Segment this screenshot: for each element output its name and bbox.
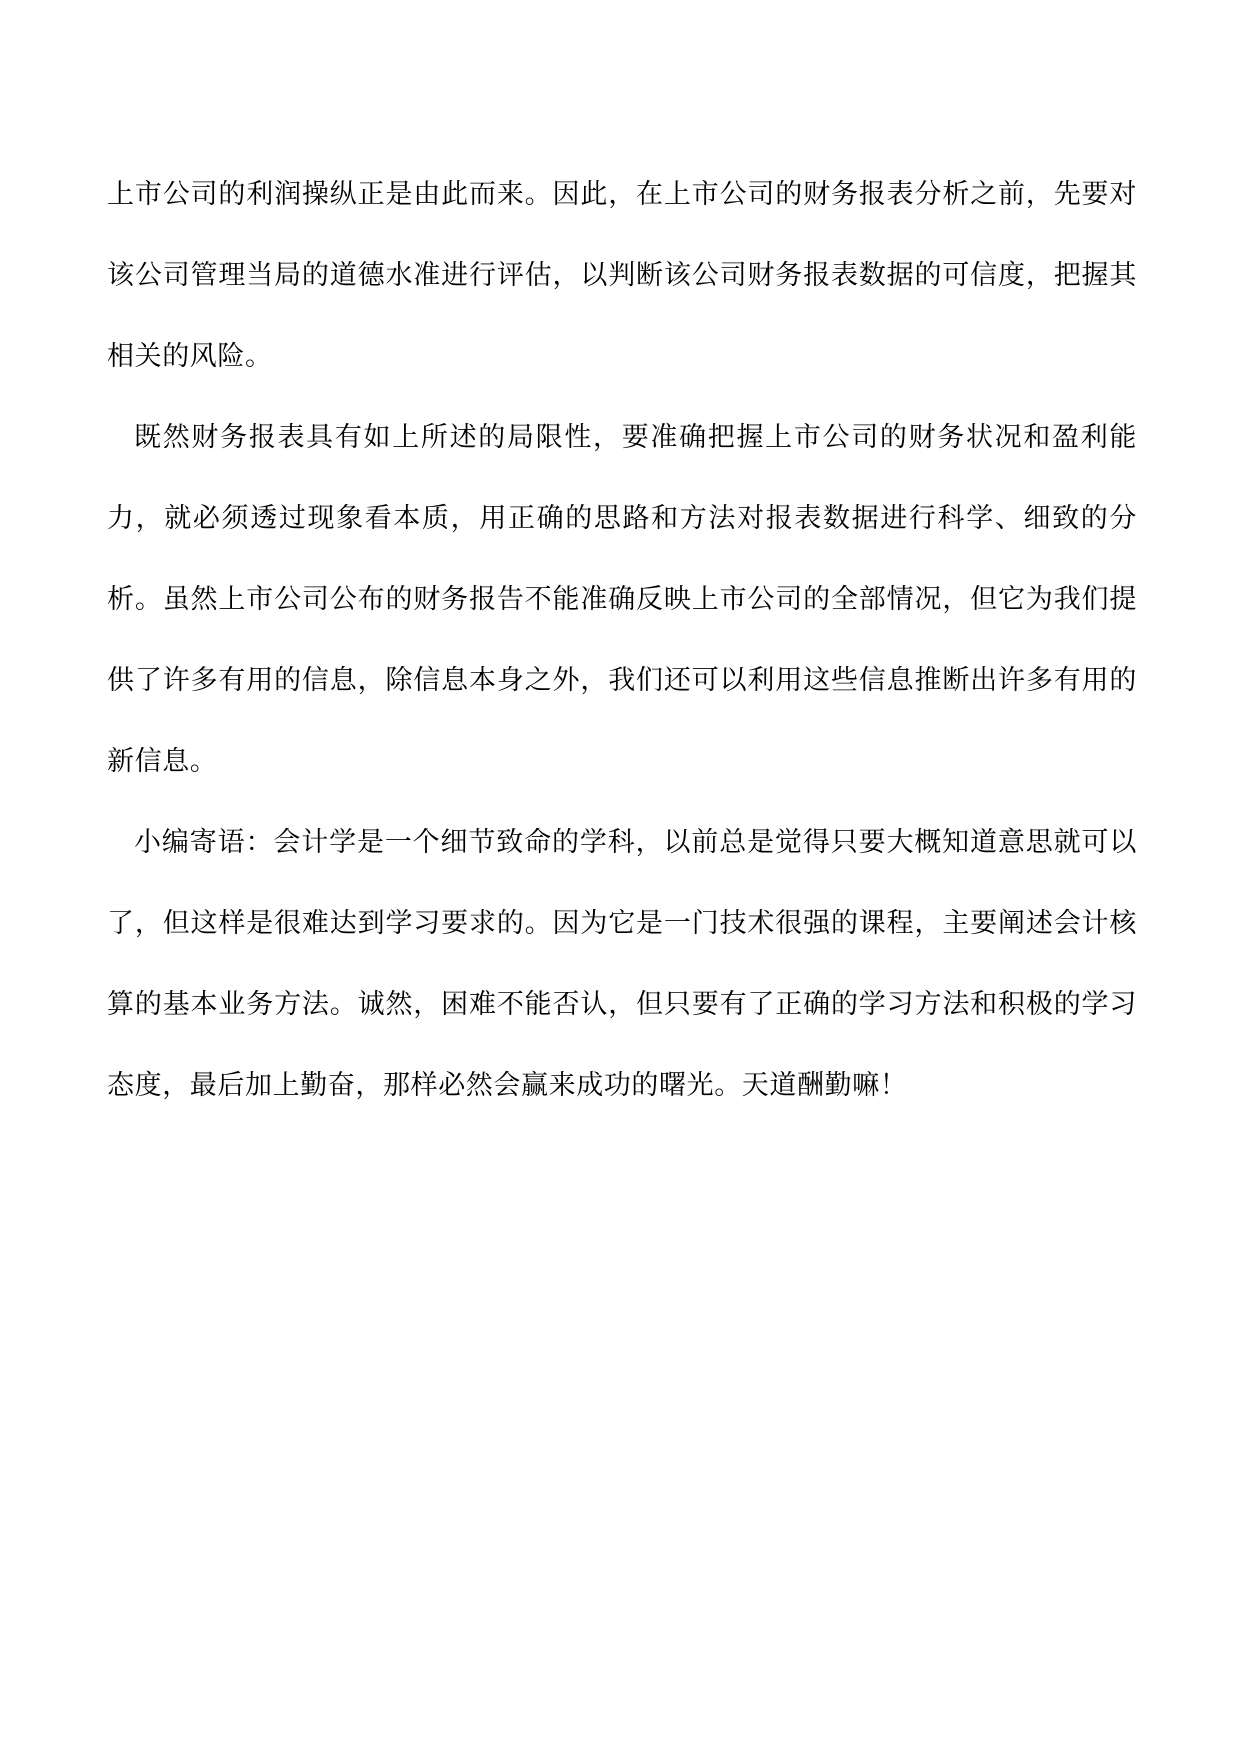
paragraph-3: 小编寄语：会计学是一个细节致命的学科，以前总是觉得只要大概知道意思就可以了，但这样是很难达到学习要求的。因为它是一门技术很强的课程，主要阐述会计核算的基本业务方法。诚然，困难不能否认，但只要有了正确的学习方法和积极的学习态度，最后加上勤奋，那样必然会赢来成功的曙光。天道酬勤嘛！ [107, 827, 1137, 1101]
paragraph-2: 既然财务报表具有如上所述的局限性，要准确把握上市公司的财务状况和盈利能力，就必须透过现象看本质，用正确的思路和方法对报表数据进行科学、细致的分析。虽然上市公司公布的财务报告不能准确反映上市公司的全部情况，但它为我们提供了许多有用的信息，除信息本身之外，我们还可以利用这些信息推断出许多有用的新信息。 [107, 422, 1137, 777]
document-body [107, 154, 1137, 1126]
paragraph-1: 上市公司的利润操纵正是由此而来。因此，在上市公司的财务报表分析之前，先要对该公司管理当局的道德水准进行评估，以判断该公司财务报表数据的可信度，把握其相关的风险。 [107, 179, 1137, 372]
